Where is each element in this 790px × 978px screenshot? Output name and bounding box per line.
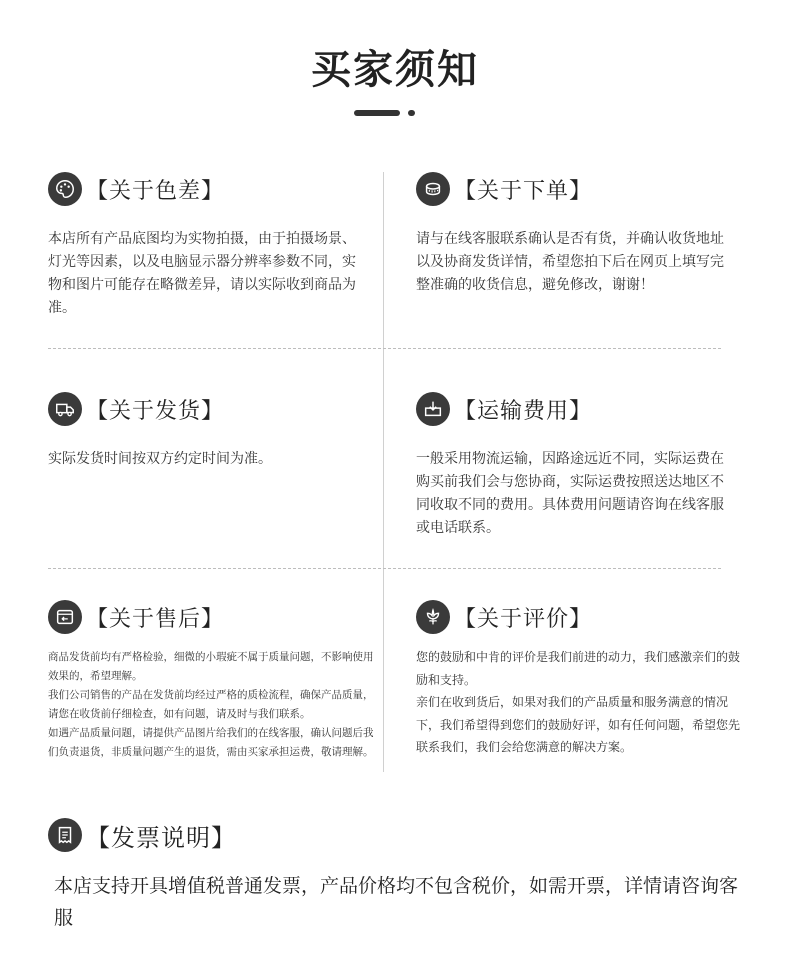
row-divider-2 — [48, 568, 721, 569]
return-box-icon — [48, 600, 82, 634]
section-body: 请与在线客服联系确认是否有货，并确认收货地址以及协商发货详情，希望您拍下后在网页上填写完整准确的收货信息，避免修改，谢谢！ — [416, 231, 724, 293]
after-sales-paragraph: 如遇产品质量问题，请提供产品图片给我们的在线客服，确认问题后我们负责退货，非质量问题产生的退货，需由买家承担运费，敬请理解。 — [48, 727, 374, 758]
section-title: 【发票说明】 — [86, 823, 236, 852]
title-underline — [354, 110, 400, 116]
section-body: 一般采用物流运输，因路途远近不同，实际运费在购买前我们会与您协商，实际运费按照送达地区不同收取不同的费用。具体费用问题请咨询在线客服或电话联系。 — [416, 451, 724, 536]
section-title: 【关于下单】 — [454, 178, 593, 204]
section-body: 实际发货时间按双方约定时间为准。 — [48, 451, 272, 467]
row-divider-1 — [48, 348, 721, 349]
section-shipping — [48, 392, 368, 485]
after-sales-paragraph: 我们公司销售的产品在发货前均经过严格的质检流程，确保产品质量，请您在收货前仔细检查，如有问题，请及时与我们联系。 — [48, 689, 374, 720]
section-reviews — [416, 600, 750, 759]
flower-icon — [416, 600, 450, 634]
section-body — [416, 646, 750, 759]
section-body: 本店所有产品底图均为实物拍摄，由于拍摄场景、灯光等因素，以及电脑显示器分辨率参数不同，实物和图片可能存在略微差异，请以实际收到商品为准。 — [48, 231, 356, 316]
title-underline-dot — [408, 110, 415, 116]
section-title: 【关于色差】 — [86, 178, 225, 204]
section-title: 【关于售后】 — [86, 606, 225, 632]
palette-icon — [48, 172, 82, 206]
reviews-paragraph: 您的鼓励和中肯的评价是我们前进的动力，我们感激亲们的鼓励和支持。 — [416, 650, 741, 687]
section-title: 【关于评价】 — [454, 606, 593, 632]
package-icon — [416, 392, 450, 426]
truck-icon — [48, 392, 82, 426]
reviews-paragraph: 亲们在收到货后，如果对我们的产品质量和服务满意的情况下，我们希望得到您们的鼓励好评，如有任何问题，希望您先联系我们，我们会给您满意的解决方案。 — [416, 695, 741, 754]
section-freight — [416, 392, 728, 554]
receipt-icon — [48, 818, 82, 852]
section-color-difference — [48, 172, 368, 334]
section-after-sales — [48, 600, 382, 762]
column-divider — [383, 172, 384, 772]
section-invoice — [48, 818, 738, 852]
tape-measure-icon — [416, 172, 450, 206]
section-ordering — [416, 172, 728, 311]
after-sales-paragraph: 商品发货前均有严格检验，细微的小瑕疵不属于质量问题，不影响使用效果的，希望理解。 — [48, 651, 374, 682]
section-body — [48, 648, 382, 762]
section-title: 【关于发货】 — [86, 398, 225, 424]
section-title: 【运输费用】 — [454, 398, 593, 424]
invoice-body: 本店支持开具增值税普通发票，产品价格均不包含税价，如需开票，详情请咨询客服 — [54, 875, 739, 929]
page-title: 买家须知 — [311, 47, 479, 93]
